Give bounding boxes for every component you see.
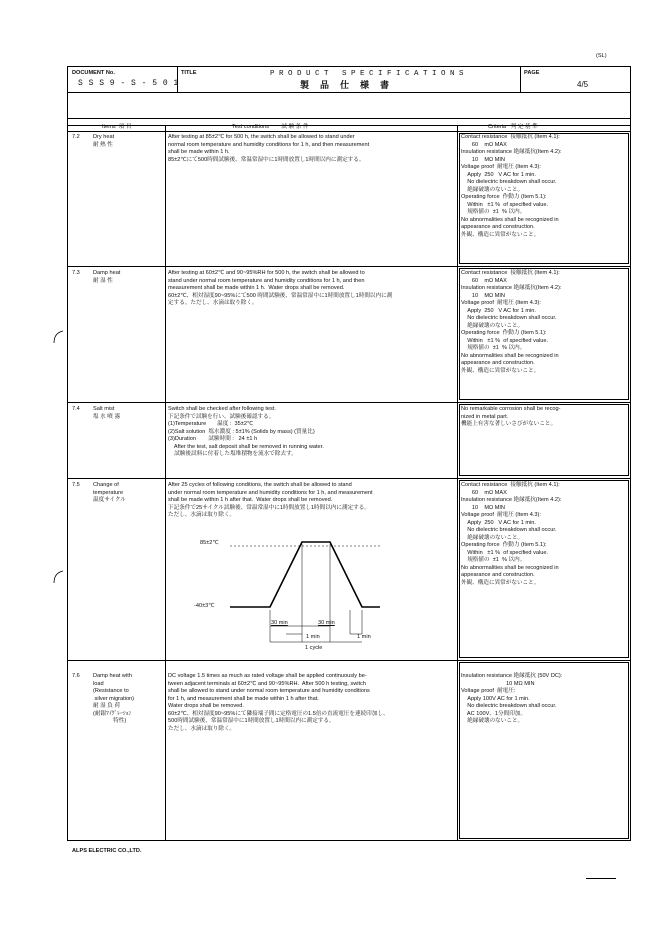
header-sep-2 (520, 66, 521, 92)
col-sep-criteria (457, 125, 458, 841)
row-7-5-conditions: After 25 cycles of following conditions, the switch shall be allowed to stand under normal room temperature and humidity conditions for 1 h, and measurement shall be made within 1 h after that. Water drops shall be removed. 下記条件で25サイクル試験後、常温常湿中に1時間放置し1時間以内に測定する。 ただし、水滴は取り除く。 (168, 482, 373, 518)
col-sep-items (165, 125, 166, 841)
col-header-items: Items 項 目 (102, 124, 132, 130)
doc-no: S S S 9 - S - 5 0 1 (78, 79, 179, 88)
row-7-6-no: 7.6 (72, 673, 80, 679)
row-7-2-item: Dry heat 耐 熱 性 (93, 134, 115, 148)
row-7-5-item: Change of temperature 温度サイクル (93, 482, 126, 503)
header-bottom-line (67, 118, 631, 119)
cycle-ramp-1: 1 min (306, 634, 320, 640)
title-en: P R O D U C T S P E C I F I C A T I O N S (270, 70, 464, 78)
row-7-3-item: Damp heat 耐 湿 性 (93, 270, 121, 284)
row-sep-3 (67, 478, 631, 479)
binding-hole-mark-lower (52, 570, 64, 584)
cycle-dwell-2: 30 min (318, 620, 335, 626)
title-jp: 製 品 仕 様 書 (300, 80, 392, 90)
cycle-period: 1 cycle (305, 645, 323, 651)
row-7-2-criteria: Contact resistance 接触抵抗 (Item 4.1): 60 mΩ MAX Insulation resistance 絶縁抵抗(Item 4.2): 10 MΩ MIN Voltage proof 耐電圧 (Item 4.3): Apply 250 V AC for 1 min. No dielectric breakdown shall occur. 絶縁破壊のないこと。 Operating force 作動力 (Item 5.1): Within ±1 % of specified value. 規格値の ±1 % 以内。 No abnormalities shall be recognized in appearance and construction. 外観、構造に異常がないこと。 (461, 134, 562, 238)
cycle-high-temp: 85±2℃ (200, 540, 219, 546)
page-number: 4/5 (577, 80, 589, 89)
corner-mark (586, 878, 616, 879)
row-7-4-no: 7.4 (72, 406, 80, 412)
row-7-2-conditions: After testing at 85±2℃ for 500 h, the switch shall be allowed to stand under normal room temperature and humidity conditions for 1 h, and then measurement shall be made within 1 h. 85±2℃にて500時間試験後、常温常湿中に1時間放置し1時間以内に測定する。 (168, 134, 370, 163)
doc-no-label: DOCUMENT No. (72, 70, 115, 76)
row-7-4-criteria: No remarkable corrosion shall be recog- nized in metal part. 機能上有害な著しいさびがないこと。 (461, 406, 561, 427)
row-7-4-item: Salt mist 塩 水 噴 霧 (93, 406, 121, 420)
row-7-3-criteria: Contact resistance 接触抵抗 (Item 4.1): 60 mΩ MAX Insulation resistance 絶縁抵抗(Item 4.2): 10 MΩ MIN Voltage proof 耐電圧 (Item 4.3): Apply 250 V AC for 1 min. No dielectric breakdown shall occur. 絶縁破壊のないこと。 Operating force 作動力 (Item 5.1): Within ±1 % of specified value. 規格値の ±1 % 以内。 No abnormalities shall be recognized in appearance and construction. 外観、構造に異常がないこと。 (461, 270, 562, 374)
row-7-4-conditions: Switch shall be checked after following test. 下記条件で試験を行い、試験後確認する。 (1)Temperature 温度 : 35±2℃ (2)Salt solution 塩水濃度 : 5±1% (Solids by mass) (質量比) (3)Duration 試験時間 : 24 ±1 h After the test, salt deposit shall be removed in running water. 試験後試料に付着した塩堆積物を流水で除去す。 (168, 406, 324, 457)
row-sep-4 (67, 660, 631, 661)
cycle-ramp-2: 1 min (357, 634, 371, 640)
company-footer: ALPS ELECTRIC CO.,LTD. (72, 848, 142, 854)
row-7-5-no: 7.5 (72, 482, 80, 488)
header-divider (67, 92, 631, 93)
column-header-line (67, 131, 631, 132)
row-7-5-criteria: Contact resistance 接触抵抗 (Item 4.1): 60 mΩ MAX Insulation resistance 絶縁抵抗(Item 4.2): 10 MΩ MIN Voltage proof 耐電圧 (Item 4.3): Apply 250 V AC for 1 min. No dielectric breakdown shall occur. 絶縁破壊のないこと。 Operating force 作動力 (Item 5.1): Within ±1 % of specified value. 規格値の ±1 % 以内。 No abnormalities shall be recognized in appearance and construction. 外観、構造に異常がないこと。 (461, 482, 562, 586)
title-label: TITLE (181, 70, 197, 76)
row-7-6-conditions: DC voltage 1.5 times as much as rated voltage shall be applied continuously be- tween adjacent terminals at 60±2℃ and 90~95%RH. After 500 h testing, switch shall be allowed to stand under normal room temperature and humidity conditions for 1 h, and measurement shall be made within 1 h after that. Water drops shall be removed. 60±2℃、相対湿度90~95%にて隣接端子間に定格電圧の1.5倍の直流電圧を連続印加し、 500時間試験後、常温常湿中に1時間放置し1時間以内に測定する。 ただし、水滴は取り除く。 (168, 673, 389, 732)
table-top-line (67, 125, 631, 126)
row-7-6-criteria: Insulation resistance 絶縁抵抗 (50V DC): 10 MΩ MIN Voltage proof 耐電圧: Apply 100V AC for 1 min. No dielectric breakdown shall occur. AC 100V、1分間印加。 絶縁破壊のないこと。 (461, 673, 563, 724)
row-7-6-item: Damp heat with load (Resistance to silver migration) 耐 湿 負 荷 (耐銀ﾏｲｸﾞﾚｰｼｮﾝ 特性) (93, 673, 135, 724)
cycle-dwell-1: 30 min (271, 620, 288, 626)
row-7-2-no: 7.2 (72, 134, 80, 140)
corner-tag: (SL) (596, 53, 607, 59)
cycle-low-temp: -40±3℃ (194, 603, 215, 609)
page-label: PAGE (524, 70, 540, 76)
col-header-conditions: Test conditions 試 験 条 件 (232, 124, 309, 130)
row-sep-2 (67, 402, 631, 403)
row-7-3-no: 7.3 (72, 270, 80, 276)
binding-hole-mark-upper (52, 330, 64, 344)
col-header-criteria: Criteria 判 定 基 準 (488, 124, 538, 130)
row-sep-1 (67, 266, 631, 267)
row-7-3-conditions: After testing at 60±2℃ and 90~95%RH for 500 h, the switch shall be allowed to stand under normal room temperature and humidity conditions for 1 h, and then measurement shall be made within 1 h. Water drops shall be removed. 60±2℃、相対湿度90~95%にて500 時間試験後、常温常湿中に1時間放置し1時間以内に測 定する。ただし、水滴は取り除く。 (168, 270, 393, 306)
